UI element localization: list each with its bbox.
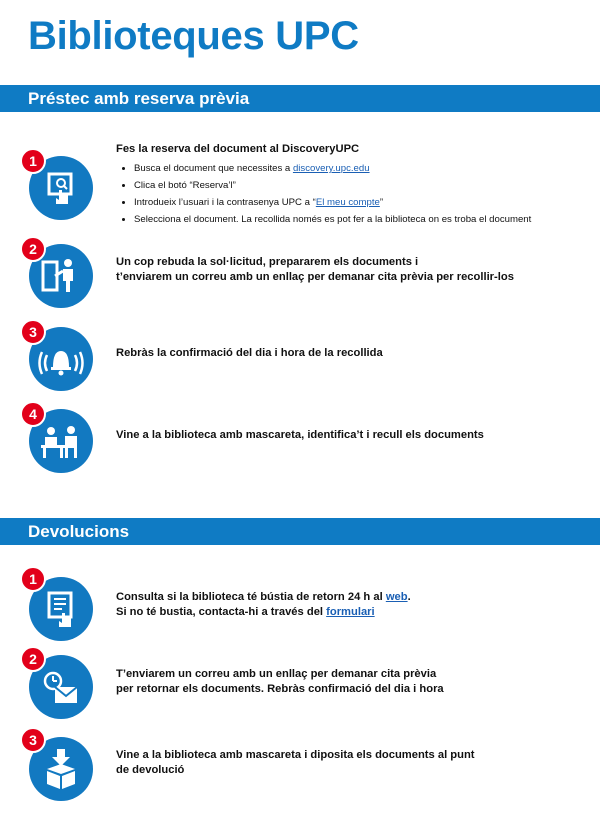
step-text — [116, 590, 596, 605]
section-header-prestec: Préstec amb reserva prèvia — [0, 85, 600, 112]
devolucio-step-1 — [116, 590, 596, 620]
prestec-step-3 — [116, 346, 596, 361]
step-text: Rebràs la confirmació del dia i hora de la recollida — [116, 347, 383, 359]
step-bullets — [116, 160, 596, 228]
step-text: de devolució — [116, 764, 185, 776]
step-text: T’enviarem un correu amb un enllaç per demanar cita prèvia — [116, 668, 437, 680]
bullet-text: Introdueix l’usuari i la contrasenya UPC a “ — [134, 197, 316, 208]
step-text: Un cop rebuda la sol·licitud, prepararem els documents i — [116, 256, 419, 268]
step-number-3: 3 — [20, 727, 46, 753]
section-header-devolucions: Devolucions — [0, 518, 600, 545]
devolucio-step-3 — [116, 748, 596, 778]
devolucio-step-2 — [116, 667, 596, 697]
prestec-step-1 — [116, 142, 596, 228]
step-number-2: 2 — [20, 646, 46, 672]
bullet-item — [134, 194, 596, 211]
step-text: per retornar els documents. Rebràs confirmació del dia i hora — [116, 683, 444, 695]
formulari-link[interactable]: formulari — [326, 606, 375, 618]
step-heading: Fes la reserva del document al DiscoveryUPC — [116, 143, 360, 155]
step-number-1: 1 — [20, 148, 46, 174]
bullet-text: ” — [379, 197, 384, 208]
discovery-link[interactable]: discovery.upc.edu — [292, 163, 370, 174]
step-text: Vine a la biblioteca amb mascareta i diposita els documents al punt — [116, 749, 475, 761]
step-text: t’enviarem un correu amb un enllaç per demanar cita prèvia per recollir-los — [116, 271, 514, 283]
web-link[interactable]: web — [385, 591, 408, 603]
step-number-2: 2 — [20, 236, 46, 262]
step-text: Vine a la biblioteca amb mascareta, identifica’t i recull els documents — [116, 429, 484, 441]
el-meu-compte-link[interactable]: El meu compte — [315, 197, 380, 208]
bullet-item: • Selecciona el document. La recollida només es pot fer a la biblioteca on es troba el document — [134, 211, 596, 228]
step-number-3: 3 — [20, 319, 46, 345]
step-text — [116, 605, 596, 620]
step-number-1: 1 — [20, 566, 46, 592]
prestec-step-2 — [116, 255, 596, 285]
step-text-part: Consulta si la biblioteca té bústia de retorn 24 h al — [116, 591, 386, 603]
step-number-4: 4 — [20, 401, 46, 427]
bullet-item: • Clica el botó “Reserva’l” — [134, 177, 596, 194]
bullet-text: Busca el document que necessites a — [134, 163, 293, 174]
prestec-step-4 — [116, 428, 596, 443]
step-text-part: Si no té bustia, contacta-hi a través del — [116, 606, 327, 618]
step-text-part: . — [407, 591, 411, 603]
page-title: Biblioteques UPC — [28, 14, 359, 58]
bullet-item — [134, 160, 596, 177]
